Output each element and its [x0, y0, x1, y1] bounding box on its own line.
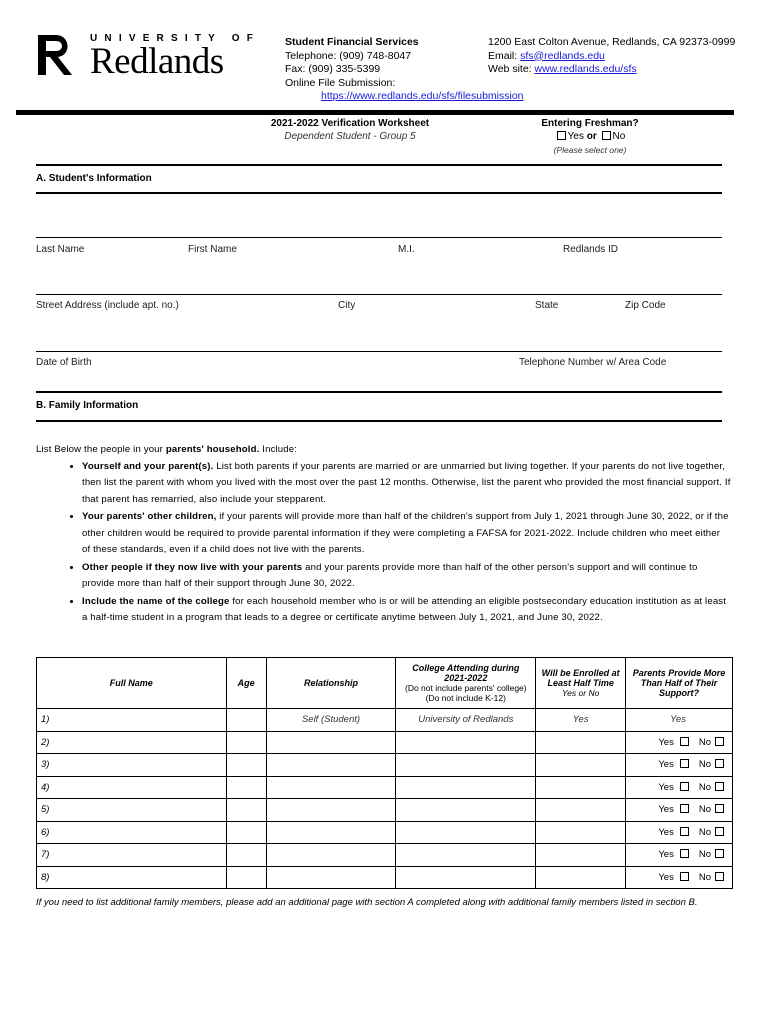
section-b-bottom-rule — [36, 420, 722, 422]
table-row — [37, 866, 733, 889]
college-header: College Attending during 2021-2022 — [412, 663, 520, 683]
college-cell[interactable] — [396, 754, 536, 777]
support-yes-label: Yes — [658, 871, 674, 883]
full-name-cell[interactable] — [37, 821, 227, 844]
support-yes-checkbox[interactable] — [680, 827, 689, 836]
support-no-checkbox[interactable] — [715, 849, 724, 858]
row-number: 5) — [41, 804, 50, 816]
support-cell[interactable] — [626, 844, 733, 867]
col-full-name: Full Name — [37, 658, 227, 709]
table-row — [37, 754, 733, 777]
support-yes-label: Yes — [658, 781, 674, 793]
freshman-options — [500, 131, 680, 142]
first-name-label: First Name — [188, 244, 237, 255]
support-no-checkbox[interactable] — [715, 872, 724, 881]
enrolled-header: Will be Enrolled at Least Half Time — [541, 668, 620, 688]
college-cell[interactable] — [396, 731, 536, 754]
college-note-1: (Do not include parents' college) — [404, 683, 527, 693]
support-yes-checkbox[interactable] — [680, 737, 689, 746]
name-line — [36, 237, 722, 238]
website-label: Web site: — [488, 63, 532, 75]
freshman-or: or — [586, 131, 597, 142]
address-line — [36, 294, 722, 295]
support-yes-checkbox[interactable] — [680, 849, 689, 858]
enrolled-cell[interactable] — [536, 776, 626, 799]
bullet-item — [82, 459, 731, 509]
enrolled-note: Yes or No — [561, 688, 600, 698]
support-no-checkbox[interactable] — [715, 782, 724, 791]
support-yes-checkbox[interactable] — [680, 804, 689, 813]
support-yes-label: Yes — [658, 826, 674, 838]
table-row — [37, 844, 733, 867]
college-cell[interactable]: University of Redlands — [396, 709, 536, 732]
support-cell[interactable] — [626, 866, 733, 889]
support-cell[interactable] — [626, 776, 733, 799]
support-cell[interactable] — [626, 799, 733, 822]
row-number: 8) — [41, 871, 50, 883]
age-cell[interactable] — [226, 844, 266, 867]
logo-university-text: UNIVERSITY OF — [90, 33, 261, 44]
table-row — [37, 821, 733, 844]
contact-left — [285, 36, 495, 90]
phone-label: Telephone Number w/ Area Code — [519, 357, 667, 368]
state-label: State — [535, 300, 559, 311]
support-no-label: No — [698, 826, 711, 838]
logo-name: Redlands — [90, 41, 224, 82]
bullet-text: List both parents if your parents are married or are unmarried but living together. If your parents do not live together, then list the parent with whom you lived with the most over the past 12 months. Otherwise, list the parent who provided the most financial support. If that parent has remarried, also include your stepparent. — [82, 460, 731, 505]
select-one-note: (Please select one) — [553, 145, 627, 155]
city-label: City — [338, 300, 356, 311]
table-header-row — [37, 658, 733, 709]
university-logo-mark — [36, 33, 84, 77]
bullet-item — [82, 594, 731, 627]
website-link[interactable]: www.redlands.edu/sfs — [534, 63, 637, 75]
table-row — [37, 799, 733, 822]
relationship-cell[interactable] — [266, 821, 396, 844]
intro-bold: parents' household. — [165, 444, 260, 455]
age-cell[interactable] — [226, 799, 266, 822]
bullet-text: for each household member who is or will be attending an eligible postsecondary education institution as at least a half-time student in a program that leads to a degree or certificate anytime between July 1, 2021, and June 30, 2022. — [82, 595, 727, 623]
support-yes-checkbox[interactable] — [680, 759, 689, 768]
support-yes-label: Yes — [658, 849, 674, 861]
support-cell[interactable]: Yes — [626, 709, 733, 732]
support-no-checkbox[interactable] — [715, 804, 724, 813]
street-label: Street Address (include apt. no.) — [36, 300, 179, 311]
section-a-bottom-rule — [36, 192, 722, 194]
row-number: 3) — [41, 759, 50, 771]
bullet-bold: Other people if they now live with your parents — [82, 561, 303, 573]
support-no-label: No — [698, 871, 711, 883]
section-b-title: B. Family Information — [36, 400, 139, 411]
row-number: 6) — [41, 826, 50, 838]
dob-label: Date of Birth — [36, 357, 92, 368]
bullet-item — [82, 509, 731, 559]
full-name-cell[interactable] — [37, 776, 227, 799]
support-no-label: No — [698, 759, 711, 771]
dob-line — [36, 351, 722, 352]
row-number: 4) — [41, 781, 50, 793]
online-submission-link[interactable]: https://www.redlands.edu/sfs/filesubmission — [321, 90, 524, 102]
full-name-cell[interactable] — [37, 844, 227, 867]
footer-note: If you need to list additional family members, please add an additional page with section A completed along with additional family members listed in section B. — [36, 897, 698, 908]
zip-label: Zip Code — [625, 300, 666, 311]
col-relationship: Relationship — [266, 658, 396, 709]
freshman-no-label: No — [612, 131, 626, 142]
bullet-item — [82, 560, 731, 593]
row-number: 7) — [41, 849, 50, 861]
enrolled-cell[interactable] — [536, 731, 626, 754]
full-name-cell[interactable] — [37, 731, 227, 754]
freshman-no-checkbox[interactable] — [602, 131, 611, 140]
full-name-cell[interactable] — [37, 754, 227, 777]
full-name-cell[interactable] — [37, 709, 227, 732]
age-cell[interactable] — [226, 709, 266, 732]
relationship-cell[interactable] — [266, 731, 396, 754]
fax: Fax: (909) 335-5399 — [285, 63, 381, 75]
support-yes-checkbox[interactable] — [680, 782, 689, 791]
enrolled-cell[interactable] — [536, 844, 626, 867]
enrolled-cell[interactable]: Yes — [536, 709, 626, 732]
college-cell[interactable] — [396, 776, 536, 799]
support-no-checkbox[interactable] — [715, 737, 724, 746]
enrolled-cell[interactable] — [536, 754, 626, 777]
email-label: Email: — [488, 49, 518, 62]
address: 1200 East Colton Avenue, Redlands, CA 92373-0999 — [488, 36, 736, 48]
bullet-bold: Your parents' other children, — [82, 511, 217, 522]
college-note-2: (Do not include K-12) — [425, 693, 506, 703]
enrolled-cell[interactable] — [536, 866, 626, 889]
family-bullet-list — [36, 459, 731, 627]
college-cell[interactable] — [396, 821, 536, 844]
support-no-label: No — [698, 736, 711, 748]
worksheet-subtitle: Dependent Student - Group 5 — [284, 131, 416, 142]
support-yes-label: Yes — [658, 804, 674, 816]
enrolled-cell[interactable] — [536, 799, 626, 822]
freshman-question: Entering Freshman? — [541, 118, 639, 129]
enrolled-cell[interactable] — [536, 821, 626, 844]
row-number: 1) — [41, 714, 50, 726]
age-cell[interactable] — [226, 776, 266, 799]
support-no-label: No — [698, 781, 711, 793]
relationship-cell[interactable] — [266, 799, 396, 822]
support-no-label: No — [698, 849, 711, 861]
college-cell[interactable] — [396, 844, 536, 867]
office-name: Student Financial Services — [285, 36, 419, 48]
support-cell[interactable] — [626, 821, 733, 844]
telephone: Telephone: (909) 748-8047 — [285, 49, 412, 62]
support-no-checkbox[interactable] — [715, 759, 724, 768]
age-cell[interactable] — [226, 731, 266, 754]
college-cell[interactable] — [396, 866, 536, 889]
full-name-cell[interactable] — [37, 866, 227, 889]
col-support: Parents Provide More Than Half of Their Support? — [626, 658, 733, 709]
support-no-checkbox[interactable] — [715, 827, 724, 836]
section-b-top-rule — [36, 391, 722, 393]
support-cell[interactable] — [626, 731, 733, 754]
online-submission-label: Online File Submission: — [285, 76, 396, 89]
family-table-body — [37, 709, 733, 889]
email-link[interactable]: sfs@redlands.edu — [520, 49, 605, 62]
age-cell[interactable] — [226, 821, 266, 844]
support-cell[interactable] — [626, 754, 733, 777]
redlands-id-label: Redlands ID — [563, 244, 619, 255]
support-yes-label: Yes — [658, 736, 674, 748]
relationship-cell[interactable] — [266, 866, 396, 889]
bullet-bold: Include the name of the college — [82, 595, 230, 607]
relationship-cell[interactable] — [266, 776, 396, 799]
mi-label: M.I. — [398, 244, 415, 255]
contact-right — [488, 36, 738, 77]
relationship-cell[interactable] — [266, 754, 396, 777]
row-number: 2) — [41, 736, 50, 748]
bullet-text: and your parents provide more than half of the other person's support and will continue to provide more than half of their support through June 30, 2022. — [82, 561, 698, 589]
family-intro — [36, 442, 731, 459]
support-no-label: No — [698, 804, 711, 816]
freshman-yes-checkbox[interactable] — [557, 131, 566, 140]
table-row — [37, 709, 733, 732]
age-cell[interactable] — [226, 754, 266, 777]
bullet-bold: Yourself and your parent(s). — [82, 460, 214, 472]
worksheet-title: 2021-2022 Verification Worksheet — [270, 118, 430, 129]
col-college — [396, 658, 536, 709]
table-row — [37, 776, 733, 799]
full-name-cell[interactable] — [37, 799, 227, 822]
age-cell[interactable] — [226, 866, 266, 889]
header-divider — [16, 110, 734, 115]
section-a-top-rule — [36, 164, 722, 166]
family-table — [36, 657, 733, 889]
support-yes-label: Yes — [658, 759, 674, 771]
relationship-cell[interactable] — [266, 844, 396, 867]
freshman-yes-label: Yes — [567, 131, 584, 142]
section-a-title: A. Student's Information — [36, 173, 152, 184]
bullet-text: if your parents will provide more than half of the children's support from July 1, 2021 through June 30, 2022, or if the other children would be required to provide parental information if they were completing a FAFSA for 2021-2022. Include children who meet either of these standards, even if a child does not live with the parents. — [82, 511, 729, 555]
support-yes-checkbox[interactable] — [680, 872, 689, 881]
intro-prefix: List Below the people in your — [36, 444, 166, 455]
college-cell[interactable] — [396, 799, 536, 822]
intro-suffix: Include: — [259, 444, 298, 455]
last-name-label: Last Name — [36, 244, 85, 255]
col-enrolled — [536, 658, 626, 709]
col-age: Age — [226, 658, 266, 709]
family-instructions — [36, 442, 731, 628]
table-row — [37, 731, 733, 754]
relationship-cell[interactable]: Self (Student) — [266, 709, 396, 732]
